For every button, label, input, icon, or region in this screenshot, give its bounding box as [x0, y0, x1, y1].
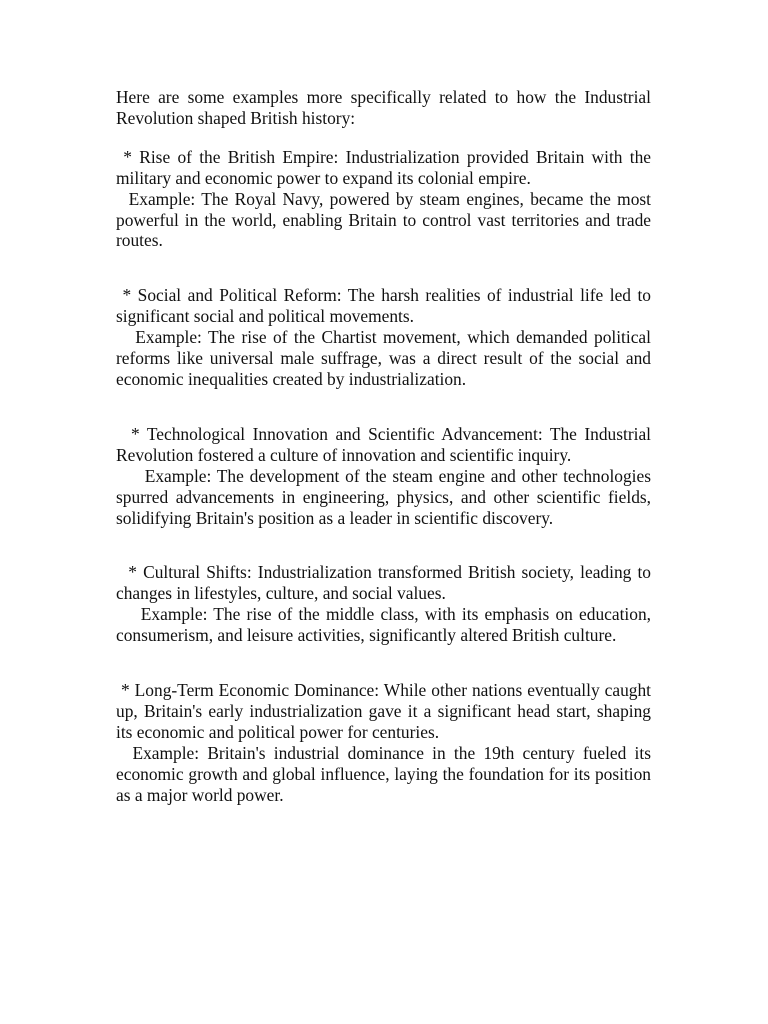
spacer [116, 129, 651, 147]
spacer [116, 390, 651, 424]
spacer [116, 528, 651, 562]
intro-paragraph: Here are some examples more specifically related to how the Industrial Revolution shaped British history: [116, 87, 651, 128]
document-page [116, 87, 656, 805]
section-point: * Technological Innovation and Scientific Advancement: The Industrial Revolution fostered a culture of innovation and scientific inquiry. [116, 423, 656, 465]
section-economy [116, 680, 656, 805]
spacer [116, 646, 651, 680]
section-point: * Long-Term Economic Dominance: While other nations eventually caught up, Britain's early industrialization gave it a significant head start, shaping its economic and political power for centuries. [116, 680, 656, 742]
section-reform [116, 285, 656, 390]
section-empire [116, 146, 656, 252]
section-example: Example: The rise of the middle class, with its emphasis on education, consumerism, and leisure activities, significantly altered British culture. [116, 604, 656, 646]
spacer [116, 251, 651, 285]
section-point: * Social and Political Reform: The harsh realities of industrial life led to significant social and political movements. [116, 285, 656, 327]
section-example: Example: The Royal Navy, powered by steam engines, became the most powerful in the world, enabling Britain to control vast territories and trade routes. [116, 188, 656, 251]
section-example: Example: The rise of the Chartist movement, which demanded political reforms like universal male suffrage, was a direct result of the social and economic inequalities created by industrialization. [116, 327, 656, 389]
section-example: Example: The development of the steam engine and other technologies spurred advancements in engineering, physics, and other scientific fields, solidifying Britain's position as a leader in scientific discovery. [116, 465, 656, 528]
section-example: Example: Britain's industrial dominance in the 19th century fueled its economic growth and global influence, laying the foundation for its position as a major world power. [116, 742, 656, 805]
section-technology [116, 423, 656, 529]
section-point: * Rise of the British Empire: Industrialization provided Britain with the military and economic power to expand its colonial empire. [116, 146, 656, 188]
section-point: * Cultural Shifts: Industrialization transformed British society, leading to changes in lifestyles, culture, and social values. [116, 562, 656, 604]
section-culture [116, 562, 656, 646]
